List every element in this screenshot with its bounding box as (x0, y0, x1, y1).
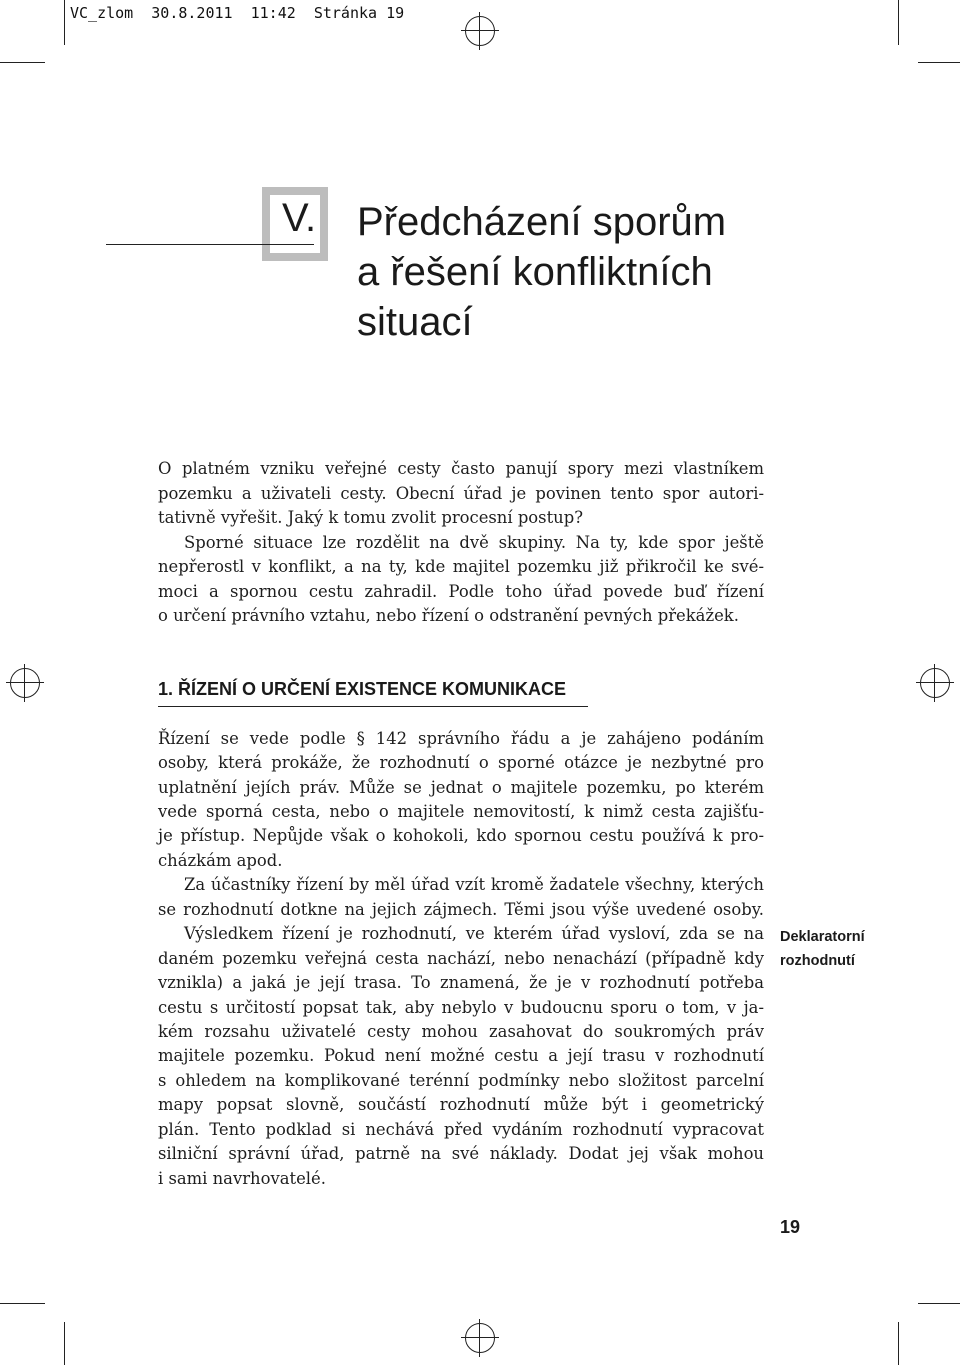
text-line: Za účastníky řízení by měl úřad vzít kromě žadatele všechny, kterých (184, 875, 764, 894)
text-line: je přístup. Nepůjde však o kohokoli, kdo spornou cestu používá k pro- (158, 826, 764, 845)
text-line: Výsledkem řízení je rozhodnutí, ve kterém úřad vysloví, zda se na (184, 924, 764, 943)
text-line: plán. Tento podklad si nechává před vydáním rozhodnutí vypracovat (158, 1120, 764, 1139)
text-line: i sami navrhovatelé. (158, 1169, 326, 1188)
text-line: majitele pozemku. Pokud není možné cestu a její trasu v rozhodnutí (158, 1046, 764, 1065)
registration-mark-icon (461, 1319, 499, 1357)
text-line: vede sporná cesta, nebo o majitele nemovitostí, k nimž cesta zajišťu- (158, 802, 764, 821)
section-rule (158, 706, 588, 707)
crop-mark (918, 1303, 960, 1304)
text-line: silniční správní úřad, patrně na své náklady. Dodat jej však mohou (158, 1144, 764, 1163)
registration-mark-icon (461, 12, 499, 50)
text-line: o určení právního vztahu, nebo řízení o odstranění pevných překážek. (158, 606, 739, 625)
text-line: vznikla) a jaká je její trasa. To znamená, že je v rozhodnutí potřeba (158, 973, 764, 992)
chapter-title-line: situací (357, 300, 473, 344)
text-line: kém rozsahu uživatelé cesty mohou zasahovat do soukromých práv (158, 1022, 764, 1041)
registration-mark-icon (916, 664, 954, 702)
text-line: Sporné situace lze rozdělit na dvě skupiny. Na ty, kde spor ještě (184, 533, 764, 552)
text-line: moci a spornou cestu zahradil. Podle toho úřad povede buď řízení (158, 582, 764, 601)
crop-mark (898, 0, 899, 45)
text-line: Řízení se vede podle § 142 správního řádu a je zahájeno podáním (158, 729, 764, 748)
crop-mark (64, 0, 65, 45)
text-line: O platném vzniku veřejné cesty často panují spory mezi vlastníkem (158, 459, 764, 478)
crop-mark (898, 1322, 899, 1365)
crop-mark (64, 1322, 65, 1365)
text-line: cházkám apod. (158, 851, 283, 870)
chapter-title-line: Předcházení sporům (357, 200, 727, 244)
registration-mark-icon (6, 664, 44, 702)
section-heading: 1. ŘÍZENÍ O URČENÍ EXISTENCE KOMUNIKACE (158, 679, 567, 699)
margin-note-line: rozhodnutí (780, 953, 855, 969)
print-slug: VC_zlom 30.8.2011 11:42 Stránka 19 (70, 4, 405, 22)
chapter-rule (106, 244, 314, 245)
chapter-title (357, 197, 726, 347)
chapter-number: V. (282, 196, 317, 240)
crop-mark (918, 62, 960, 63)
text-line: cestu s určitostí popsat tak, aby nebylo v budoucnu sporu o tom, v ja- (158, 998, 764, 1017)
margin-note (780, 925, 865, 973)
crop-mark (0, 62, 45, 63)
text-line: uplatnění jejích práv. Může se jednat o majitele pozemku, po kterém (158, 778, 764, 797)
chapter-title-line: a řešení konfliktních (357, 250, 713, 294)
crop-mark (0, 1303, 45, 1304)
text-line: se rozhodnutí dotkne na jejich zájmech. Těmi jsou výše uvedené osoby. (158, 900, 764, 919)
text-line: daném pozemku veřejná cesta nachází, nebo nenachází (případně kdy (158, 949, 764, 968)
text-line: osoby, která prokáže, že rozhodnutí o sporné otázce je nezbytné pro (158, 753, 764, 772)
text-line: tativně vyřešit. Jaký k tomu zvolit procesní postup? (158, 508, 584, 527)
text-line: nepřerostl v konflikt, a na ty, kde majitel pozemku již přikročil ke své- (158, 557, 764, 576)
text-line: mapy popsat slovně, součástí rozhodnutí může být i geometrický (158, 1095, 764, 1114)
text-line: pozemku a uživateli cesty. Obecní úřad je povinen tento spor autori- (158, 484, 764, 503)
page-number: 19 (780, 1217, 801, 1237)
text-line: s ohledem na komplikované terénní podmínky nebo složitost parcelní (158, 1071, 764, 1090)
margin-note-line: Deklaratorní (780, 929, 865, 945)
